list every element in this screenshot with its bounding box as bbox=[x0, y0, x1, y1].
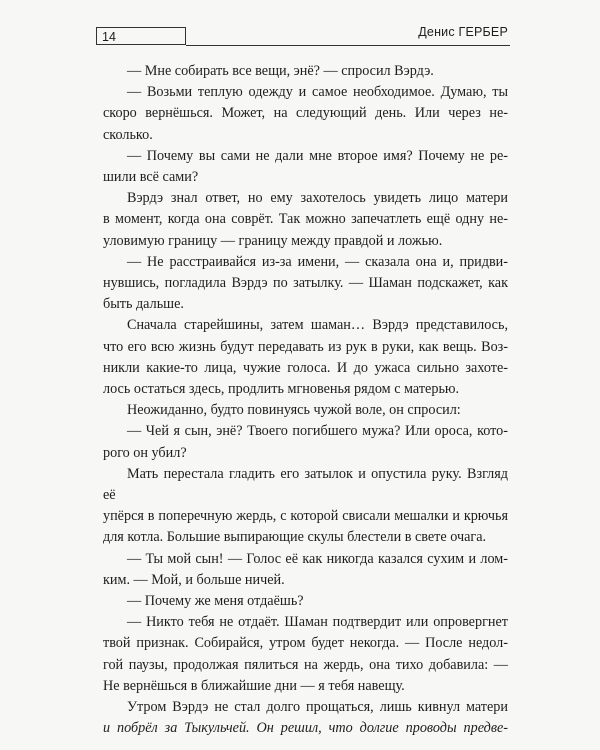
text-line: что его всю жизнь будут передавать из рук в руки, как вещь. Воз- bbox=[103, 338, 508, 355]
text-line: — Не расстраивайся из-за имени, — сказала она и, придви- bbox=[127, 253, 508, 270]
running-head-author: Денис ГЕРБЕР bbox=[418, 25, 508, 39]
text-line: твой признак. Собирайся, утром будет некогда. — После недол- bbox=[103, 635, 508, 652]
text-line: лось остаться здесь, продлить мгновенья рядом с матерью. bbox=[103, 381, 460, 398]
text-line: Вэрдэ знал ответ, но ему захотелось увидеть лицо матери bbox=[127, 190, 508, 207]
text-line: — Ты мой сын! — Голос её как никогда казался сухим и лом- bbox=[127, 550, 508, 567]
text-line: упёрся в поперечную жердь, с которой свисали мешалки и крючья bbox=[103, 508, 508, 525]
text-line: — Почему же меня отдаёшь? bbox=[127, 593, 304, 610]
header-rule bbox=[186, 45, 510, 46]
text-line: Не вернёшься в ближайшие дни — я тебя навещу. bbox=[103, 677, 405, 694]
page-number-box bbox=[96, 27, 186, 45]
text-line: сколько. bbox=[103, 126, 153, 143]
text-line: — Никто тебя не отдаёт. Шаман подтвердит или опровергнет bbox=[127, 614, 508, 631]
text-block bbox=[103, 61, 508, 740]
text-line: быть дальше. bbox=[103, 296, 184, 313]
text-line: Сначала старейшины, затем шаман… Вэрдэ представилось, bbox=[127, 317, 508, 334]
text-line: никли какие-то лица, чужие голоса. И до ужаса сильно захоте- bbox=[103, 359, 508, 376]
text-line: Мать перестала гладить его затылок и опустила руку. Взгляд её bbox=[103, 465, 508, 504]
text-line: гой паузы, продолжая пялиться на жердь, она тихо добавила: — bbox=[103, 656, 508, 673]
text-line: — Возьми теплую одежду и самое необходимое. Думаю, ты bbox=[127, 84, 508, 101]
text-line: шили всё сами? bbox=[103, 169, 199, 186]
italic-text: и побрёл за Тыкульчей. Он решил, что долгие проводы предве- bbox=[103, 720, 508, 737]
text-line: рого он убил? bbox=[103, 444, 187, 461]
text-line: — Мне собирать все вещи, энё? — спросил Вэрдэ. bbox=[127, 63, 434, 79]
text-line: уловимую границу — границу между правдой и ложью. bbox=[103, 232, 443, 249]
text-line-italic bbox=[103, 718, 508, 739]
text-line: в момент, когда она соврёт. Так можно запечатлеть ещё одну не- bbox=[103, 211, 508, 228]
text-line: скоро вернёшься. Может, на следующий день. Или через не- bbox=[103, 105, 508, 122]
page-number: 14 bbox=[102, 30, 116, 44]
text-line: ким. — Мой, и больше ничей. bbox=[103, 571, 285, 588]
text-line: — Чей я сын, энё? Твоего погибшего мужа? Или ороса, кото- bbox=[127, 423, 508, 440]
text-line: нувшись, погладила Вэрдэ по затылку. — Шаман подскажет, как bbox=[103, 275, 508, 292]
text-line: — Почему вы сами не дали мне второе имя? Почему не ре- bbox=[127, 147, 508, 164]
text-line: Неожиданно, будто повинуясь чужой воле, он спросил: bbox=[127, 402, 461, 419]
text-line: Утром Вэрдэ не стал долго прощаться, лишь кивнул матери bbox=[127, 699, 508, 716]
text-line: для котла. Большие выпирающие скулы блестели в свете очага. bbox=[103, 529, 487, 546]
